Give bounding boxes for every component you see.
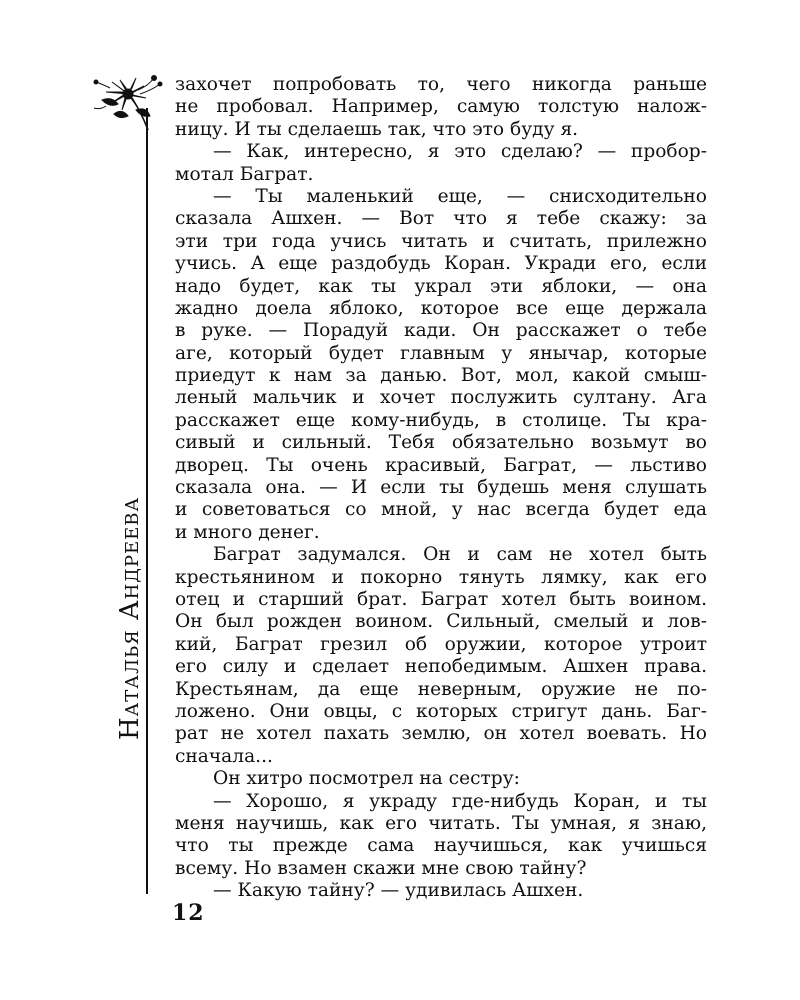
text-line: аге, который будет главным у янычар, которые (175, 342, 707, 364)
text-line: ницу. И ты сделаешь так, что это буду я. (175, 118, 579, 140)
text-line: леный мальчик и хочет послужить султану. Ага (175, 387, 707, 409)
text-line: кий, Баграт грезил об оружии, которое утроит (175, 633, 707, 655)
text-line: эти три года учись читать и считать, прилежно (175, 230, 707, 252)
text-line: дворец. Ты очень красивый, Баграт, — льстиво (175, 454, 707, 476)
flower-ornament-icon (92, 70, 172, 136)
text-line: сначала... (175, 745, 273, 767)
text-line: меня научишь, как его читать. Ты умная, я знаю, (175, 812, 707, 834)
body-text (175, 74, 707, 902)
text-line: рат не хотел пахать землю, он хотел воевать. Но (175, 723, 707, 745)
text-line: не пробовал. Например, самую толстую налож- (175, 96, 707, 118)
text-line: мотал Баграт. (175, 163, 314, 185)
text-line: его силу и сделает непобедимым. Ашхен права. (175, 656, 707, 678)
text-line: сказала Ашхен. — Вот что я тебе скажу: за (175, 208, 707, 230)
text-line: — Хорошо, я украду где-нибудь Коран, и ты (213, 790, 707, 812)
text-line: — Как, интересно, я это сделаю? — пробор- (213, 141, 707, 163)
text-line: всему. Но взамен скажи мне свою тайну? (175, 857, 587, 879)
text-line: в руке. — Порадуй кади. Он расскажет о тебе (175, 320, 707, 342)
text-line: и советоваться со мной, у нас всегда будет еда (175, 499, 707, 521)
text-line: сказала она. — И если ты будешь меня слушать (175, 477, 707, 499)
text-line: Он хитро посмотрел на сестру: (213, 768, 520, 790)
text-line: — Какую тайну? — удивилась Ашхен. (213, 880, 584, 902)
text-line: что ты прежде сама научишься, как учишься (175, 835, 707, 857)
page-number: 12 (172, 900, 205, 926)
text-line: Крестьянам, да еще неверным, оружие не по- (175, 678, 707, 700)
text-line: надо будет, как ты украл эти яблоки, — она (175, 275, 707, 297)
text-line: отец и старший брат. Баграт хотел быть воином. (175, 588, 707, 610)
text-line: сивый и сильный. Тебя обязательно возьмут во (175, 432, 707, 454)
text-line: расскажет еще кому-нибудь, в столице. Ты кра- (175, 409, 707, 431)
text-line: захочет попробовать то, чего никогда раньше (175, 74, 707, 95)
text-line: — Ты маленький еще, — снисходительно (213, 185, 707, 207)
text-line: жадно доела яблоко, которое все еще держала (175, 297, 707, 319)
text-line: крестьянином и покорно тянуть лямку, как его (175, 566, 707, 588)
text-line: ложено. Они овцы, с которых стригут дань. Баг- (175, 700, 707, 722)
text-line: учись. А еще раздобудь Коран. Укради его, если (175, 253, 707, 275)
text-line: приедут к нам за данью. Вот, мол, какой смыш- (175, 365, 707, 387)
running-head-author: Наталья Андреева (115, 496, 145, 740)
text-line: Баграт задумался. Он и сам не хотел быть (213, 544, 707, 566)
text-line: и много денег. (175, 521, 320, 543)
text-line: Он был рожден воином. Сильный, смелый и лов- (175, 611, 707, 633)
